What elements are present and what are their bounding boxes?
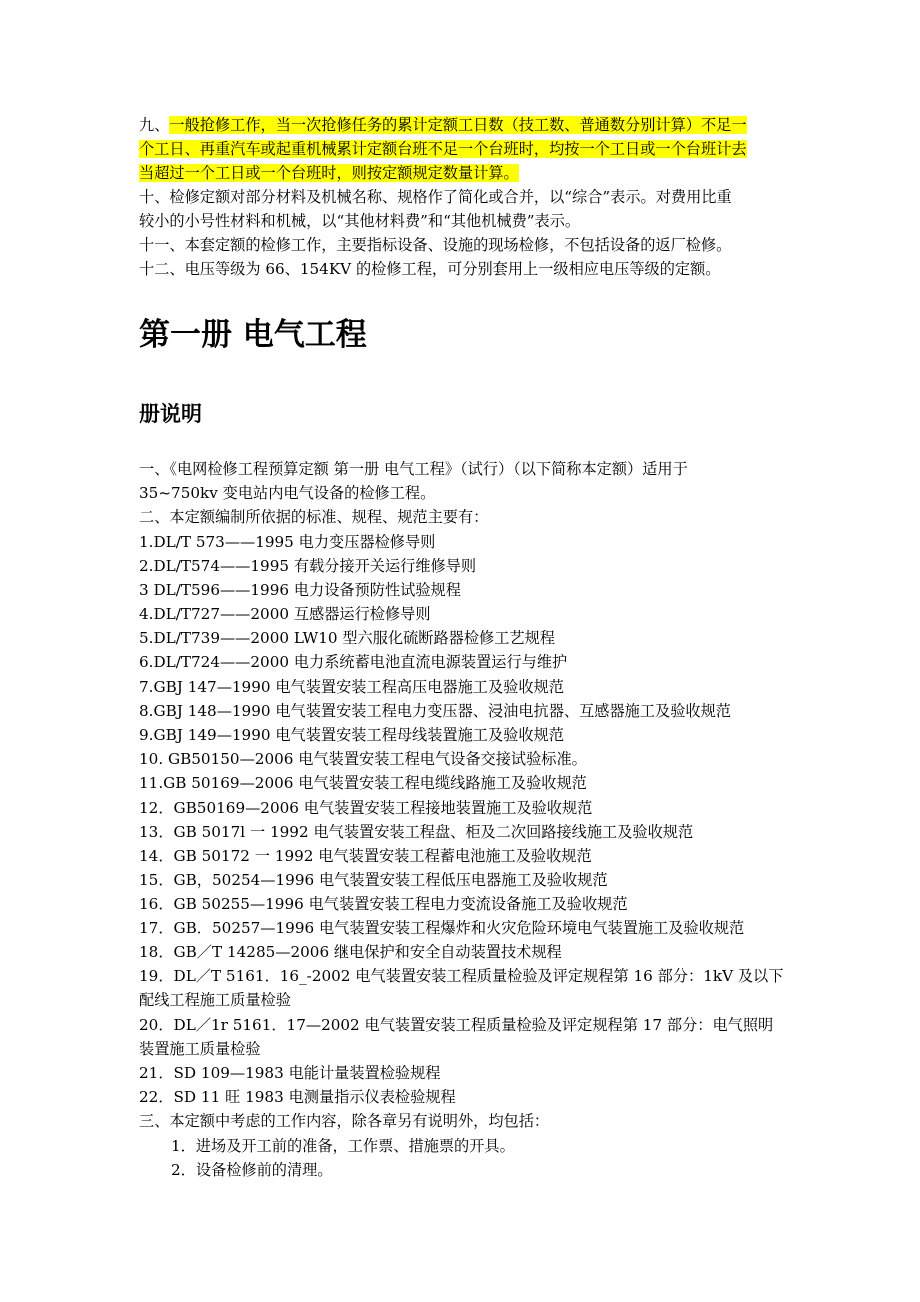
standard-22: 22．SD 11 旺 1983 电测量指示仪表检验规程 [139,1088,456,1106]
item-9-line-1 [139,113,784,137]
item-11: 十一、本套定额的检修工作，主要指标设备、设施的现场检修，不包括设备的返厂检修。 [139,236,732,254]
standard-item: 15．GB，50254—1996 电气装置安装工程低压电器施工及验收规范 [139,871,608,889]
standard-item: 4.DL/T727——2000 互感器运行检修导则 [139,605,431,623]
item-9-highlight-3: 当超过一个工日或一个台班时，则按定额规定数量计算。 [139,164,519,182]
standard-item: 14．GB 50172 一 1992 电气装置安装工程蓄电池施工及验收规范 [139,847,592,865]
standard-item: 1.DL/T 573——1995 电力变压器检修导则 [139,533,436,551]
standard-item: 5.DL/T739——2000 LW10 型六服化硫断路器检修工艺规程 [139,629,555,647]
standard-item: 8.GBJ 148—1990 电气装置安装工程电力变压器、浸油电抗器、互感器施工及验收规范 [139,702,731,720]
standard-item: 17．GB．50257—1996 电气装置安装工程爆炸和火灾危险环境电气装置施工及验收规范 [139,919,745,937]
item-10-line-2: 较小的小号性材料和机械，以“其他材料费”和“其他机械费”表示。 [139,212,581,230]
standard-item: 16．GB 50255—1996 电气装置安装工程电力变流设备施工及验收规范 [139,895,628,913]
standard-item: 11.GB 50169—2006 电气装置安装工程电缆线路施工及验收规范 [139,774,587,792]
standard-item: 6.DL/T724——2000 电力系统蓄电池直流电源装置运行与维护 [139,653,568,671]
item-10-line-1: 十、检修定额对部分材料及机械名称、规格作了简化或合并，以“综合”表示。对费用比重 [139,188,732,206]
item-9-highlight-2: 个工日、再重汽车或起重机械累计定额台班不足一个台班时，均按一个工日或一个台班计去 [139,140,747,158]
para-1-line-1: 一、《电网检修工程预算定额 第一册 电气工程》（试行）（以下简称本定额）适用于 [139,460,688,478]
standard-item: 13．GB 5017l 一 1992 电气装置安装工程盘、柜及二次回路接线施工及验收规范 [139,823,694,841]
standard-21: 21．SD 109—1983 电能计量装置检验规程 [139,1064,441,1082]
standard-item: 12．GB50169—2006 电气装置安装工程接地装置施工及验收规范 [139,799,593,817]
para-3: 三、本定额中考虑的工作内容，除各章另有说明外，均包括： [139,1112,550,1130]
standard-19-line-2: 配线工程施工质量检验 [139,991,291,1009]
standard-item: 3 DL/T596——1996 电力设备预防性试验规程 [139,581,461,599]
para-3-sub-1: 1．进场及开工前的准备，工作票、措施票的开具。 [171,1137,515,1155]
standard-item: 7.GBJ 147—1990 电气装置安装工程高压电器施工及验收规范 [139,678,564,696]
standard-20-line-2: 装置施工质量检验 [139,1040,261,1058]
standard-item: 18．GB／T 14285—2006 继电保护和安全自动装置技术规程 [139,943,562,961]
standard-item: 10. GB50150—2006 电气装置安装工程电气设备交接试验标准。 [139,750,587,768]
item-9-line-3 [139,161,784,185]
item-9-prefix: 九、 [139,116,170,134]
para-2: 二、本定额编制所依据的标准、规程、规范主要有： [139,508,489,526]
standard-20-line-1: 20．DL／1r 5161．17—2002 电气装置安装工程质量检验及评定规程第 17 部分：电气照明 [139,1016,774,1034]
section-title: 册说明 [139,402,202,426]
standard-19-line-1: 19．DL／T 5161．16_-2002 电气装置安装工程质量检验及评定规程第 16 部分：1kV 及以下 [139,967,784,985]
standard-item: 9.GBJ 149—1990 电气装置安装工程母线装置施工及验收规范 [139,726,564,744]
item-12: 十二、电压等级为 66、154KV 的检修工程，可分别套用上一级相应电压等级的定额。 [139,260,721,278]
para-3-sub-2: 2．设备检修前的清理。 [171,1161,333,1179]
item-9-highlight-1: 一般抢修工作，当一次抢修任务的累计定额工日数（技工数、普通数分别计算）不足一 [169,116,747,134]
standard-item: 2.DL/T574——1995 有载分接开关运行维修导则 [139,557,477,575]
book-title: 第一册 电气工程 [139,317,367,353]
item-9-line-2 [139,137,784,161]
para-1-line-2: 35~750kv 变电站内电气设备的检修工程。 [139,484,436,502]
